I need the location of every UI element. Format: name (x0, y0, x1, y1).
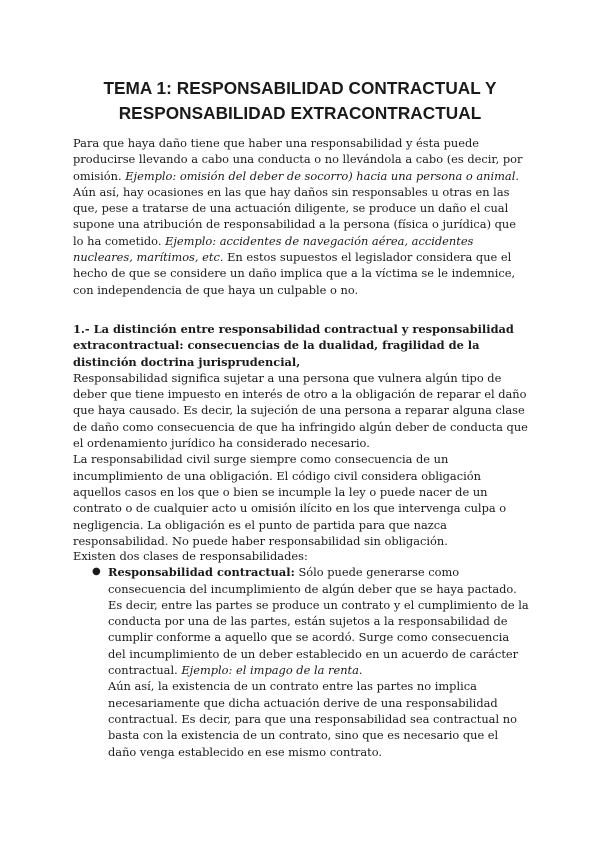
list-item-paragraph-2: Aún así, la existencia de un contrato entre las partes no implica necesariamente que dicha actuación derive de una responsabilidad contractual. Es decir, para que una responsabilidad sea contractual no basta con la existencia de un contrato, sino que es necesario que el daño venga establecido en ese mismo contrato. (108, 679, 517, 759)
list-item-label: Responsabilidad contractual: (108, 565, 295, 580)
section-1-paragraph-2: La responsabilidad civil surge siempre como consecuencia de un incumplimiento de una obligación. El código civil considera obligación aquellos casos en los que o bien se incumple la ley o puede nacer de un contrato o de cualquier acto u omisión ilícito en los que intervenga culpa o negligencia. La obligación es el punto de partida para que nazca responsabilidad. No puede haber responsabilidad sin obligación. (73, 452, 507, 548)
list-item-example: Ejemplo: el impago de la renta. (181, 663, 363, 678)
section-1 (73, 321, 529, 549)
types-list (73, 564, 529, 760)
document-title (60, 76, 540, 126)
types-intro: Existen dos clases de responsabilidades: (73, 549, 308, 563)
types-section (73, 548, 529, 760)
section-1-heading: 1.- La distinción entre responsabilidad contractual y responsabilidad extracontractual: consecuencias de la dualidad, fragilidad de la distinción doctrina jurisprudencial, (73, 322, 514, 369)
list-item-paragraph-1 (108, 564, 529, 678)
list-item-text: Sólo puede generarse como consecuencia del incumplimiento de algún deber que se haya pactado. Es decir, entre las partes se produce un contrato y el cumplimiento de la conducta por una de las partes, están sujetos a la responsabilidad de cumplir conforme a aquello que se acordó. Surge como consecuencia del incumplimiento de un deber establecido en un acuerdo de carácter contractual. (108, 565, 529, 678)
intro-p2-example: Ejemplo: accidentes de navegación aérea, accidentes nucleares, marítimos, etc. (73, 233, 474, 265)
title-line-1: TEMA 1: RESPONSABILIDAD CONTRACTUAL Y (103, 78, 497, 98)
title-line-2: RESPONSABILIDAD EXTRACONTRACTUAL (118, 103, 482, 123)
list-item (73, 564, 529, 760)
intro-p1-text: Para que haya daño tiene que haber una responsabilidad y ésta puede producirse llevando a cabo una conducta o no llevándola a cabo (es decir, por omisión. (73, 136, 523, 183)
intro-p2-text-1: Aún así, hay ocasiones en las que hay daños sin responsables u otras en las que, pese a tratarse de una actuación diligente, se produce un daño el cual supone una atribución de responsabilidad a la persona (física o jurídica) que lo ha cometido. (73, 184, 517, 248)
bullet-icon: ● (92, 566, 101, 578)
intro-paragraph-2 (73, 184, 529, 298)
intro-p2-text-2: En estos supuestos el legislador considera que el hecho de que se considere un daño implica que a la víctima se le indemnice, con independencia de que haya un culpable o no. (73, 250, 516, 297)
intro-paragraph-1 (73, 135, 529, 184)
intro-section (73, 135, 529, 298)
intro-p1-example: Ejemplo: omisión del deber de socorro) hacia una persona o animal. (125, 168, 519, 183)
section-1-paragraph-1: Responsabilidad significa sujetar a una persona que vulnera algún tipo de deber que tiene impuesto en interés de otro a la obligación de reparar el daño que haya causado. Es decir, la sujeción de una persona a reparar alguna clase de daño como consecuencia de que ha infringido algún deber de conducta que el ordenamiento jurídico ha considerado necesario. (73, 370, 528, 451)
